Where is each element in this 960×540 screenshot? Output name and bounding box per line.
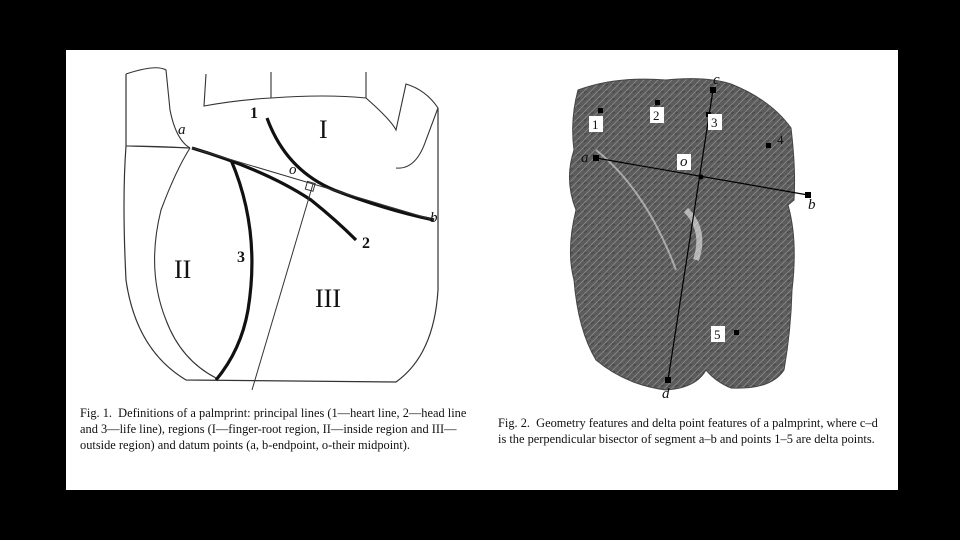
palmprint-image	[569, 79, 794, 390]
point-b-label: b	[808, 197, 816, 213]
head-line-label: 2	[362, 235, 370, 252]
figure2-palmprint	[556, 70, 856, 415]
point-a-mark	[593, 155, 599, 161]
life-line	[216, 160, 252, 380]
figure2-caption-text: Geometry features and delta point features of a palmprint, where c–d is the perpendicular bisector of segment a–b and points 1–5 are delta points.	[498, 416, 878, 446]
point-a-label: a	[581, 150, 589, 166]
figure1-caption-label: Fig. 1.	[80, 406, 113, 420]
delta-2-label: 2	[653, 108, 660, 123]
point-o-label: o	[289, 162, 297, 178]
figure1-caption-text: Definitions of a palmprint: principal lines (1—heart line, 2—head line and 3—life line), regions (I—finger-root region, II—inside region and III—outside region) and datum points (a, b-endpoint, o-their midpoint).	[80, 406, 467, 452]
point-b-label: b	[430, 210, 438, 226]
figure1-diagram	[66, 50, 466, 395]
delta-3-label: 3	[711, 115, 718, 130]
point-d-mark	[665, 377, 671, 383]
delta-1-mark	[598, 108, 603, 113]
figure1-caption	[80, 405, 470, 453]
slide	[66, 50, 898, 490]
head-line	[192, 148, 356, 240]
delta-4-label: 4	[777, 132, 784, 147]
delta-1-label: 1	[592, 117, 599, 132]
finger-base-index	[366, 84, 438, 168]
delta-4-mark	[766, 143, 771, 148]
region-II-label: II	[174, 255, 192, 284]
region-III-label: III	[315, 284, 341, 313]
heart-line-label: 1	[250, 105, 258, 122]
delta-5-label: 5	[714, 327, 721, 342]
point-o-label: o	[680, 154, 688, 170]
finger-base-middle	[271, 72, 366, 98]
finger-base-ring	[204, 72, 271, 106]
point-d-label: d	[662, 386, 670, 402]
point-c-label: c	[713, 72, 720, 88]
point-a-label: a	[178, 122, 186, 138]
region-I-label: I	[319, 115, 328, 144]
delta-2-mark	[655, 100, 660, 105]
point-o	[699, 175, 704, 180]
palm-outline	[124, 74, 438, 382]
bisector-line	[252, 184, 313, 390]
life-line-label: 3	[237, 249, 245, 266]
figure2-caption-label: Fig. 2.	[498, 416, 531, 430]
delta-5-mark	[734, 330, 739, 335]
figure2-caption	[498, 415, 883, 447]
